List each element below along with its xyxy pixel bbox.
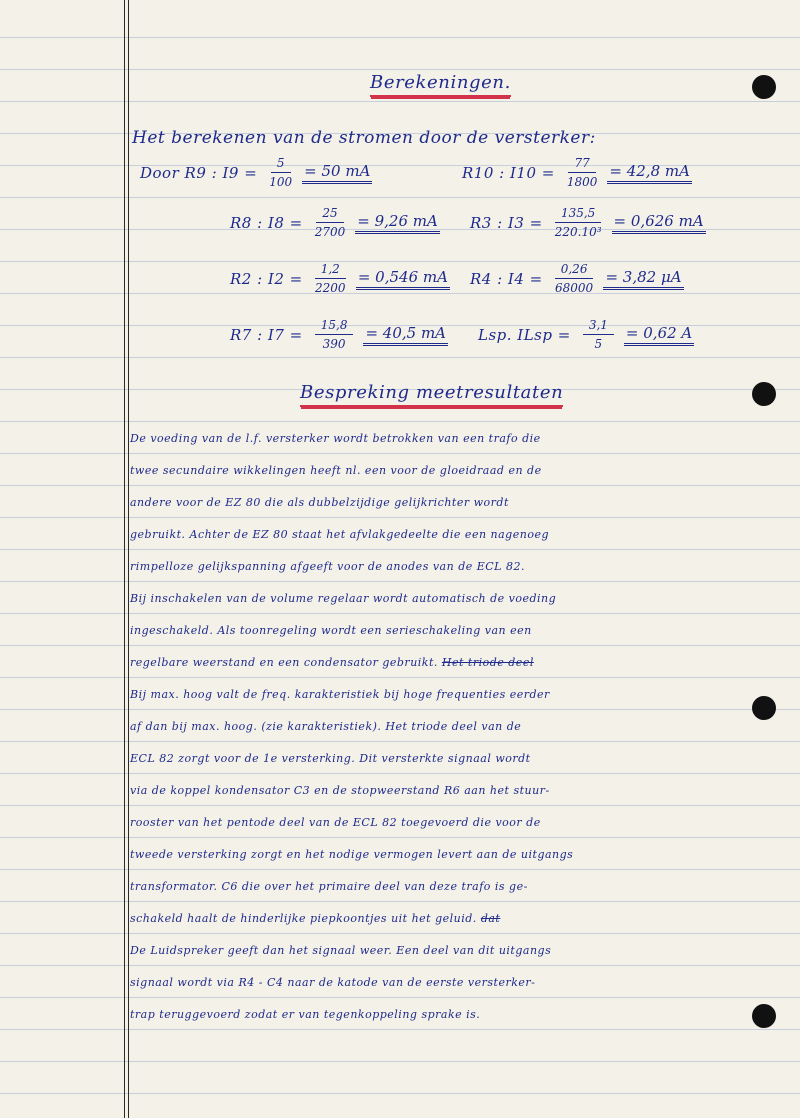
paragraph-line: twee secundaire wikkelingen heeft nl. een voor de gloeidraad en de: [130, 464, 542, 477]
calc-result: = 42,8 mA: [607, 162, 692, 184]
calc-result: = 0,62 A: [624, 324, 694, 346]
calc-numerator: 0,26: [555, 262, 594, 279]
paragraph-line: ECL 82 zorgt voor de 1e versterking. Dit versterkte signaal wordt: [130, 752, 531, 765]
calc-r8: [230, 206, 440, 239]
paragraph-line: trap teruggevoerd zodat er van tegenkoppeling sprake is.: [130, 1008, 481, 1021]
calc-fraction: [555, 262, 594, 295]
calc-lhs: Door R9 : I9 =: [140, 163, 258, 182]
paragraph-line: De voeding van de l.f. versterker wordt betrokken van een trafo die: [130, 432, 541, 445]
calc-numerator: 25: [316, 206, 343, 223]
paragraph-line: transformator. C6 die over het primaire deel van deze trafo is ge-: [130, 880, 528, 893]
struck-text: dat: [480, 912, 501, 925]
paragraph-line: tweede versterking zorgt en het nodige vermogen levert aan de uitgangs: [130, 848, 574, 861]
paragraph-line: rimpelloze gelijkspanning afgeeft voor de anodes van de ECL 82.: [130, 560, 525, 573]
paragraph-line: Bij inschakelen van de volume regelaar wordt automatisch de voeding: [130, 592, 557, 605]
calc-denominator: 2700: [314, 225, 346, 239]
calc-result: = 3,82 μA: [603, 268, 683, 290]
calc-fraction: [315, 318, 354, 351]
punch-hole: [752, 75, 776, 99]
calc-denominator: 68000: [555, 281, 594, 295]
paragraph-line: [130, 656, 795, 669]
calc-fraction: [315, 206, 346, 239]
paragraph-line: af dan bij max. hoog. (zie karakteristiek). Het triode deel van de: [130, 720, 522, 733]
paragraph-line: Bij max. hoog valt de freq. karakteristiek bij hoge frequenties eerder: [130, 688, 550, 701]
paragraph-line: gebruikt. Achter de EZ 80 staat het afvlakgedeelte die een nagenoeg: [130, 528, 549, 541]
calc-fraction: [315, 262, 346, 295]
calc-lhs: Lsp. ILsp =: [478, 325, 571, 344]
calc-r3: [470, 206, 706, 239]
struck-text: Het triode deel: [441, 656, 534, 669]
calc-numerator: 3,1: [583, 318, 614, 335]
calc-lhs: R10 : I10 =: [462, 163, 555, 182]
calc-result: = 9,26 mA: [355, 212, 440, 234]
calc-lhs: R2 : I2 =: [230, 269, 303, 288]
calc-r9: [140, 156, 372, 189]
page-title: Berekeningen.: [370, 72, 511, 97]
paragraph-line: via de koppel kondensator C3 en de stopweerstand R6 aan het stuur-: [130, 784, 550, 797]
calc-result: = 0,546 mA: [356, 268, 450, 290]
calc-lhs: R3 : I3 =: [470, 213, 543, 232]
calc-denominator: 390: [322, 337, 346, 351]
calc-numerator: 5: [271, 156, 291, 173]
paragraph-line: De Luidspreker geeft dan het signaal weer. Een deel van dit uitgangs: [130, 944, 552, 957]
paragraph-text: regelbare weerstand en een condensator gebruikt.: [130, 656, 438, 669]
paragraph-line: signaal wordt via R4 - C4 naar de katode van de eerste versterker-: [130, 976, 536, 989]
calc-r4: [470, 262, 684, 295]
paragraph-line: ingeschakeld. Als toonregeling wordt een serieschakeling van een: [130, 624, 532, 637]
section-title: Bespreking meetresultaten: [300, 382, 563, 407]
paragraph-line: [130, 912, 795, 925]
calc-lsp: [478, 318, 694, 351]
calc-result: = 40,5 mA: [363, 324, 448, 346]
calc-fraction: [583, 318, 614, 351]
calc-fraction: [555, 206, 602, 239]
paragraph-line: rooster van het pentode deel van de ECL 82 toegevoerd die voor de: [130, 816, 541, 829]
calc-numerator: 15,8: [315, 318, 354, 335]
calc-denominator: 1800: [566, 175, 598, 189]
margin-line-inner: [128, 0, 129, 1118]
calc-fraction: [567, 156, 598, 189]
calc-r2: [230, 262, 450, 295]
calc-denominator: 100: [269, 175, 293, 189]
calc-lhs: R7 : I7 =: [230, 325, 303, 344]
paragraph-text: schakeld haalt de hinderlijke piepkoontjes uit het geluid.: [130, 912, 477, 925]
intro-line: Het berekenen van de stromen door de versterker:: [132, 128, 596, 148]
calc-r10: [462, 156, 692, 189]
calc-lhs: R4 : I4 =: [470, 269, 543, 288]
paragraph-line: andere voor de EZ 80 die als dubbelzijdige gelijkrichter wordt: [130, 496, 509, 509]
calc-result: = 50 mA: [302, 162, 372, 184]
calc-numerator: 135,5: [555, 206, 601, 223]
calc-r7: [230, 318, 448, 351]
calc-denominator: 2200: [315, 281, 346, 295]
margin-line: [124, 0, 125, 1118]
calc-denominator: 5: [594, 337, 603, 351]
calc-lhs: R8 : I8 =: [230, 213, 303, 232]
calc-denominator: 220.10³: [554, 225, 602, 239]
punch-hole: [752, 382, 776, 406]
calc-result: = 0,626 mA: [612, 212, 706, 234]
calc-numerator: 77: [568, 156, 595, 173]
calc-fraction: [269, 156, 292, 189]
calc-numerator: 1,2: [315, 262, 346, 279]
